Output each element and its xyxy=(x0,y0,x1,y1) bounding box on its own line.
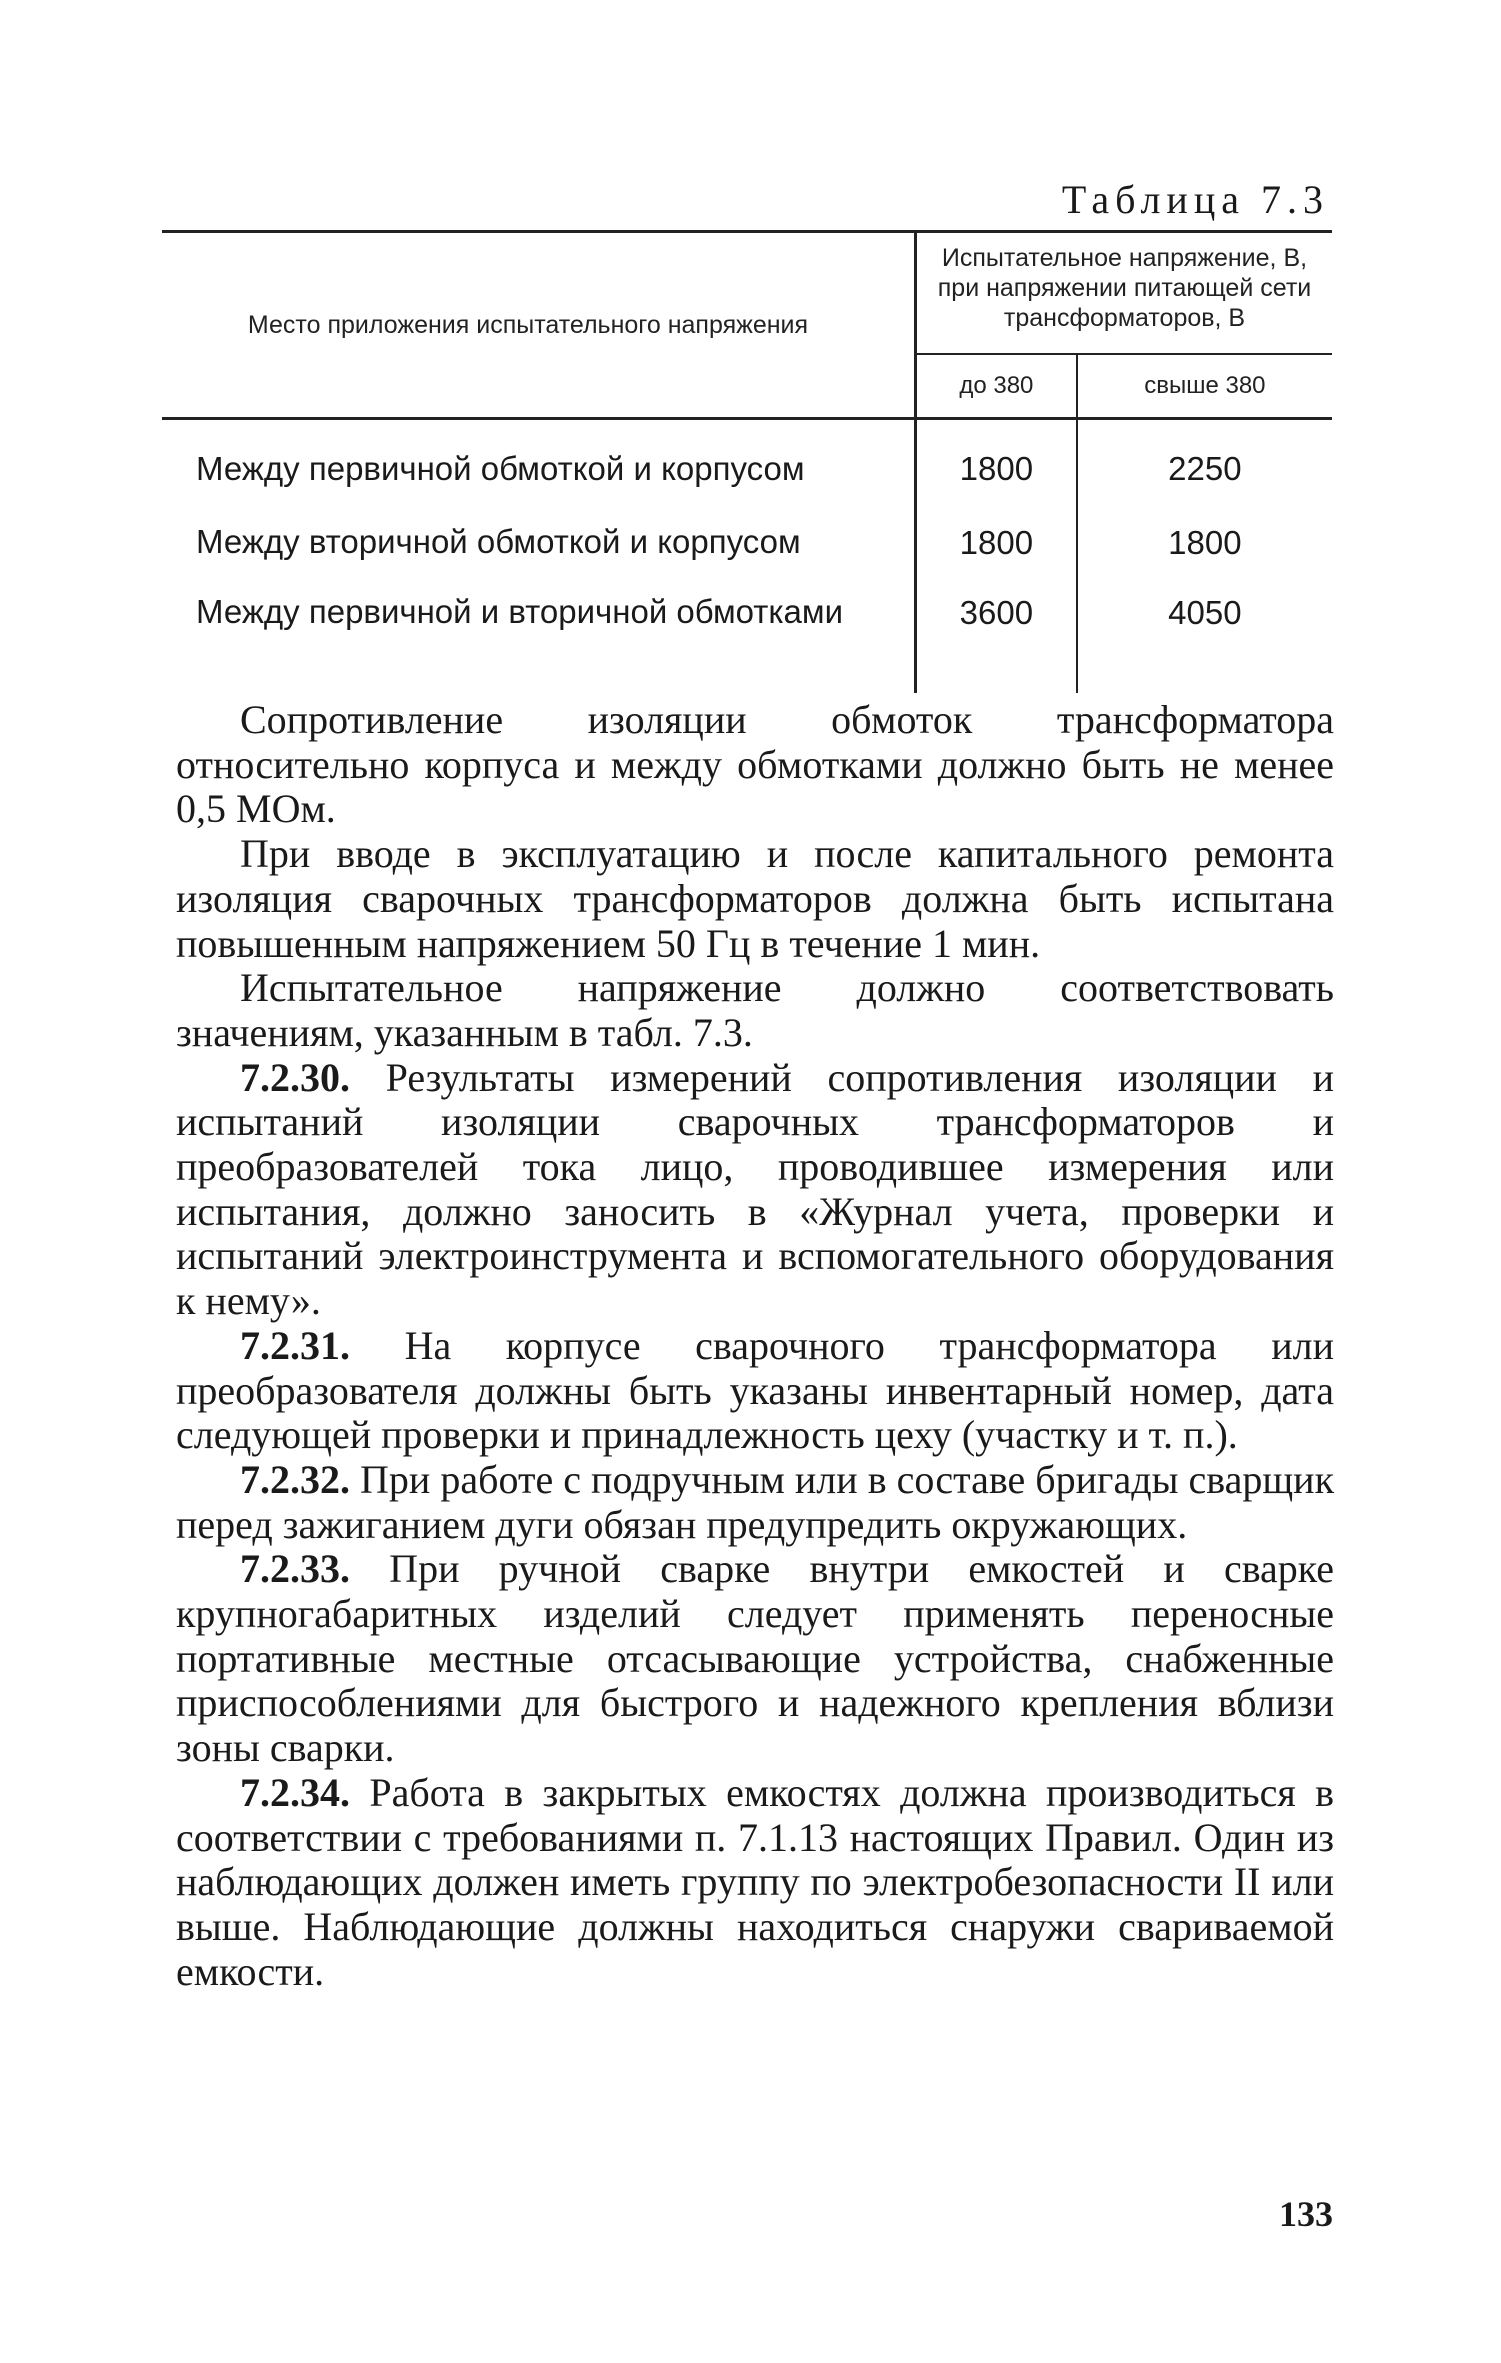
clause-text: На корпусе сварочного трансформатора или преобразователя должны быть указаны инвентарный номер, дата следующей проверки и принадлежность цеху (участку и т. п.). xyxy=(176,1322,1334,1458)
clause-number: 7.2.33. xyxy=(240,1546,350,1592)
value-upto-380: 3600 xyxy=(916,595,1077,693)
value-above-380: 1800 xyxy=(1077,525,1332,595)
table-row xyxy=(162,525,1332,595)
paragraph-text: При вводе в эксплуатацию и после капитального ремонта изоляция сварочных трансформаторов должна быть испытана повышенным напряжением 50 Гц в течение 1 мин. xyxy=(176,831,1334,966)
table-row xyxy=(162,419,1332,526)
column-header-place: Место приложения испытательного напряжения xyxy=(162,232,916,419)
clause-7-2-30 xyxy=(176,1056,1334,1324)
clause-7-2-33 xyxy=(176,1547,1334,1771)
page-number: 133 xyxy=(1279,2194,1333,2234)
subheader-upto-380: до 380 xyxy=(916,354,1077,419)
clause-number: 7.2.31. xyxy=(240,1322,350,1368)
clause-text: При работе с подручным или в составе бригады сварщик перед зажиганием дуги обязан предупредить окружающих. xyxy=(176,1456,1334,1547)
value-upto-380: 1800 xyxy=(916,525,1077,595)
row-place: Между вторичной обмоткой и корпусом xyxy=(196,523,801,560)
clause-number: 7.2.30. xyxy=(240,1054,350,1100)
body-text xyxy=(176,698,1334,1994)
row-place: Между первичной и вторичной обмотками xyxy=(196,593,844,630)
clause-7-2-34 xyxy=(176,1771,1334,1995)
voltage-table xyxy=(162,230,1332,693)
table-header-row xyxy=(162,232,1332,355)
clause-7-2-31 xyxy=(176,1324,1334,1458)
clause-number: 7.2.32. xyxy=(240,1456,350,1502)
clause-text: Работа в закрытых емкостях должна производиться в соответствии с требованиями п. 7.1.13 настоящих Правил. Один из наблюдающих должен иметь группу по электробезопасности II или выше. Наблюдающие должны находиться снаружи свариваемой емкости. xyxy=(176,1769,1334,1994)
table-row xyxy=(162,595,1332,693)
clause-text: При ручной сварке внутри емкостей и сварке крупногабаритных изделий следует применять переносные портативные местные отсасывающие устройства, снабженные приспособлениями для быстрого и надежного крепления вблизи зоны сварки. xyxy=(176,1546,1334,1771)
row-place: Между первичной обмоткой и корпусом xyxy=(196,450,805,487)
subheader-above-380: свыше 380 xyxy=(1077,354,1332,419)
clause-number: 7.2.34. xyxy=(240,1769,350,1815)
column-header-voltage: Испытательное напряжение, В, при напряжении питающей сети трансформаторов, В xyxy=(916,232,1333,355)
clause-text: Результаты измерений сопротивления изоляции и испытаний изоляции сварочных трансформаторов и преобразователей тока лицо, проводившее измерения или испытания, должно заносить в «Журнал учета, проверки и испытаний электроинструмента и вспомогательного оборудования к нему». xyxy=(176,1054,1334,1324)
paragraph-text: Сопротивление изоляции обмоток трансформатора относительно корпуса и между обмотками должно быть не менее 0,5 МОм. xyxy=(176,697,1334,832)
paragraph xyxy=(176,832,1334,966)
paragraph-text: Испытательное напряжение должно соответствовать значениям, указанным в табл. 7.3. xyxy=(176,965,1334,1055)
paragraph xyxy=(176,698,1334,832)
clause-7-2-32 xyxy=(176,1458,1334,1547)
value-upto-380: 1800 xyxy=(916,419,1077,526)
value-above-380: 2250 xyxy=(1077,419,1332,526)
table-caption: Таблица 7.3 xyxy=(1061,177,1329,222)
paragraph xyxy=(176,966,1334,1055)
value-above-380: 4050 xyxy=(1077,595,1332,693)
